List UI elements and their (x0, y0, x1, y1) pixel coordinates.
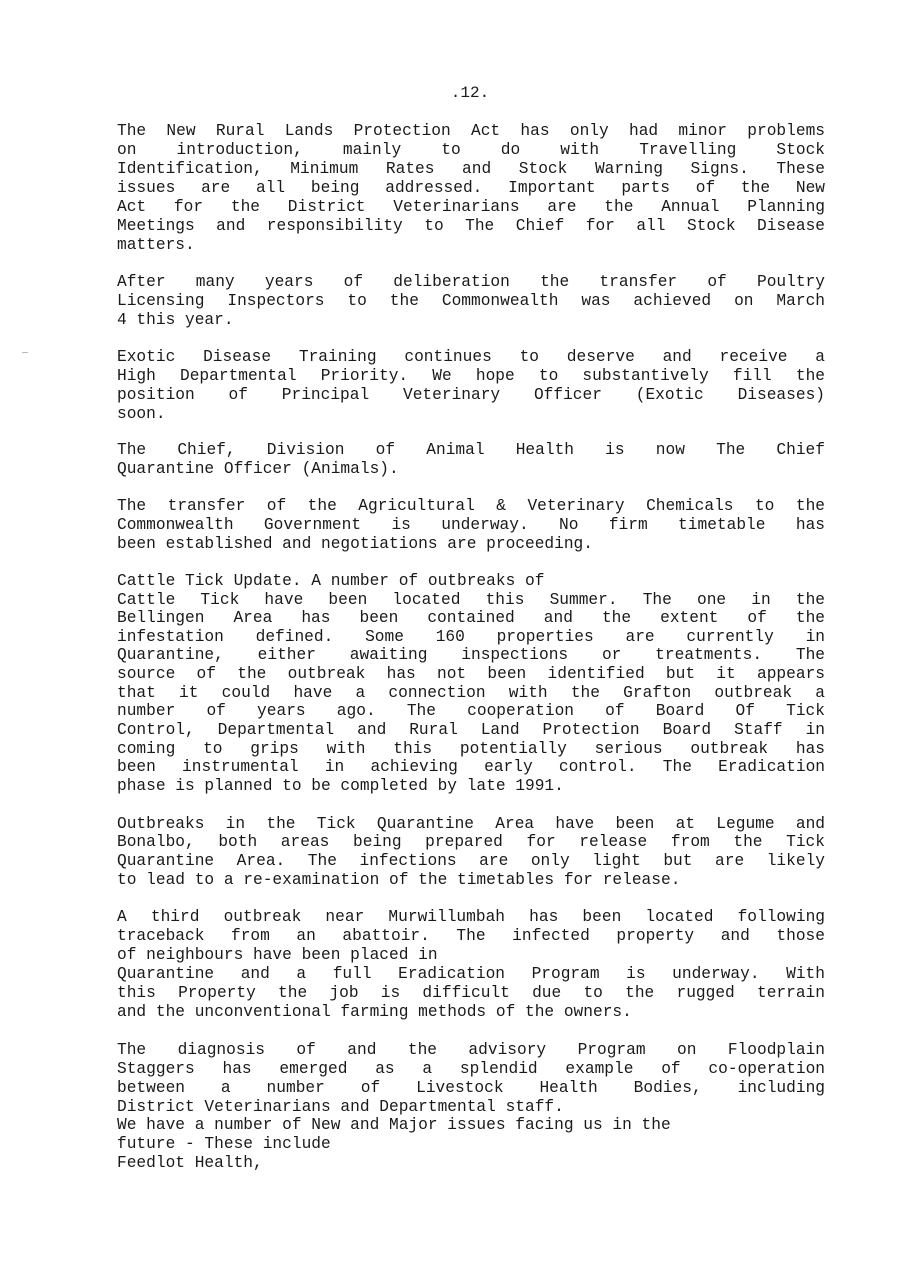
paragraph-5-line-3: been established and negotiations are proceeding. (117, 535, 593, 553)
paragraph-1-line-1: The New Rural Lands Protection Act has only had minor problems (117, 122, 825, 140)
paragraph-9-line-5: We have a number of New and Major issues facing us in the (117, 1116, 671, 1134)
paragraph-8-line-3: of neighbours have been placed in (117, 946, 438, 964)
paragraph-2-line-1: After many years of deliberation the transfer of Poultry (117, 273, 825, 291)
paragraph-7-line-4: to lead to a re-examination of the timetables for release. (117, 871, 681, 889)
paragraph-6-line-10: coming to grips with this potentially serious outbreak has (117, 740, 825, 758)
paragraph-3-line-2: High Departmental Priority. We hope to substantively fill the (117, 367, 825, 385)
paragraph-9-line-1: The diagnosis of and the advisory Program on Floodplain (117, 1041, 825, 1059)
paragraph-6-line-9: Control, Departmental and Rural Land Protection Board Staff in (117, 721, 825, 739)
paragraph-1-line-6: Meetings and responsibility to The Chief for all Stock Disease (117, 217, 825, 235)
paragraph-3-line-1: Exotic Disease Training continues to deserve and receive a (117, 348, 825, 366)
paragraph-6-line-2: Cattle Tick have been located this Summer. The one in the (117, 591, 825, 609)
paragraph-3-line-4: soon. (117, 405, 166, 423)
paragraph-9-line-4: District Veterinarians and Departmental staff. (117, 1098, 564, 1116)
paragraph-8-line-1: A third outbreak near Murwillumbah has been located following (117, 908, 825, 926)
paragraph-1-line-4: issues are all being addressed. Important parts of the New (117, 179, 825, 197)
paragraph-6-line-3: Bellingen Area has been contained and the extent of the (117, 609, 825, 627)
paragraph-8-line-6: and the unconventional farming methods of the owners. (117, 1003, 632, 1021)
paragraph-6-line-1: Cattle Tick Update. A number of outbreaks of (117, 572, 545, 590)
paragraph-1-line-3: Identification, Minimum Rates and Stock Warning Signs. These (117, 160, 825, 178)
paragraph-1-line-7: matters. (117, 236, 195, 254)
paragraph-8-line-2: traceback from an abattoir. The infected property and those (117, 927, 825, 945)
paragraph-6-line-12: phase is planned to be completed by late 1991. (117, 777, 564, 795)
paragraph-7-line-1: Outbreaks in the Tick Quarantine Area have been at Legume and (117, 815, 825, 833)
paragraph-8-line-4: Quarantine and a full Eradication Program is underway. With (117, 965, 825, 983)
paragraph-9-line-6: future - These include (117, 1135, 331, 1153)
paragraph-7-line-2: Bonalbo, both areas being prepared for release from the Tick (117, 833, 825, 851)
paragraph-2-line-3: 4 this year. (117, 311, 234, 329)
paragraph-6-line-11: been instrumental in achieving early control. The Eradication (117, 758, 825, 776)
paragraph-2-line-2: Licensing Inspectors to the Commonwealth was achieved on March (117, 292, 825, 310)
paragraph-4-line-2: Quarantine Officer (Animals). (117, 460, 399, 478)
paragraph-3-line-3: position of Principal Veterinary Officer (Exotic Diseases) (117, 386, 825, 404)
paragraph-6-line-4: infestation defined. Some 160 properties are currently in (117, 628, 825, 646)
paragraph-1-line-5: Act for the District Veterinarians are the Annual Planning (117, 198, 825, 216)
paragraph-6-line-6: source of the outbreak has not been identified but it appears (117, 665, 825, 683)
paragraph-5-line-1: The transfer of the Agricultural & Veterinary Chemicals to the (117, 497, 825, 515)
paragraph-6-line-7: that it could have a connection with the Grafton outbreak a (117, 684, 825, 702)
paragraph-9-line-7: Feedlot Health, (117, 1154, 263, 1172)
paragraph-5-line-2: Commonwealth Government is underway. No firm timetable has (117, 516, 825, 534)
page-number: .12. (450, 84, 490, 102)
paragraph-9-line-2: Staggers has emerged as a splendid example of co-operation (117, 1060, 825, 1078)
paragraph-4-line-1: The Chief, Division of Animal Health is now The Chief (117, 441, 825, 459)
paragraph-1-line-2: on introduction, mainly to do with Travelling Stock (117, 141, 825, 159)
paragraph-8-line-5: this Property the job is difficult due to the rugged terrain (117, 984, 825, 1002)
paragraph-7-line-3: Quarantine Area. The infections are only light but are likely (117, 852, 825, 870)
paragraph-6-line-8: number of years ago. The cooperation of Board Of Tick (117, 702, 825, 720)
paragraph-6-line-5: Quarantine, either awaiting inspections or treatments. The (117, 646, 825, 664)
scan-mark (22, 352, 28, 353)
paragraph-9-line-3: between a number of Livestock Health Bodies, including (117, 1079, 825, 1097)
